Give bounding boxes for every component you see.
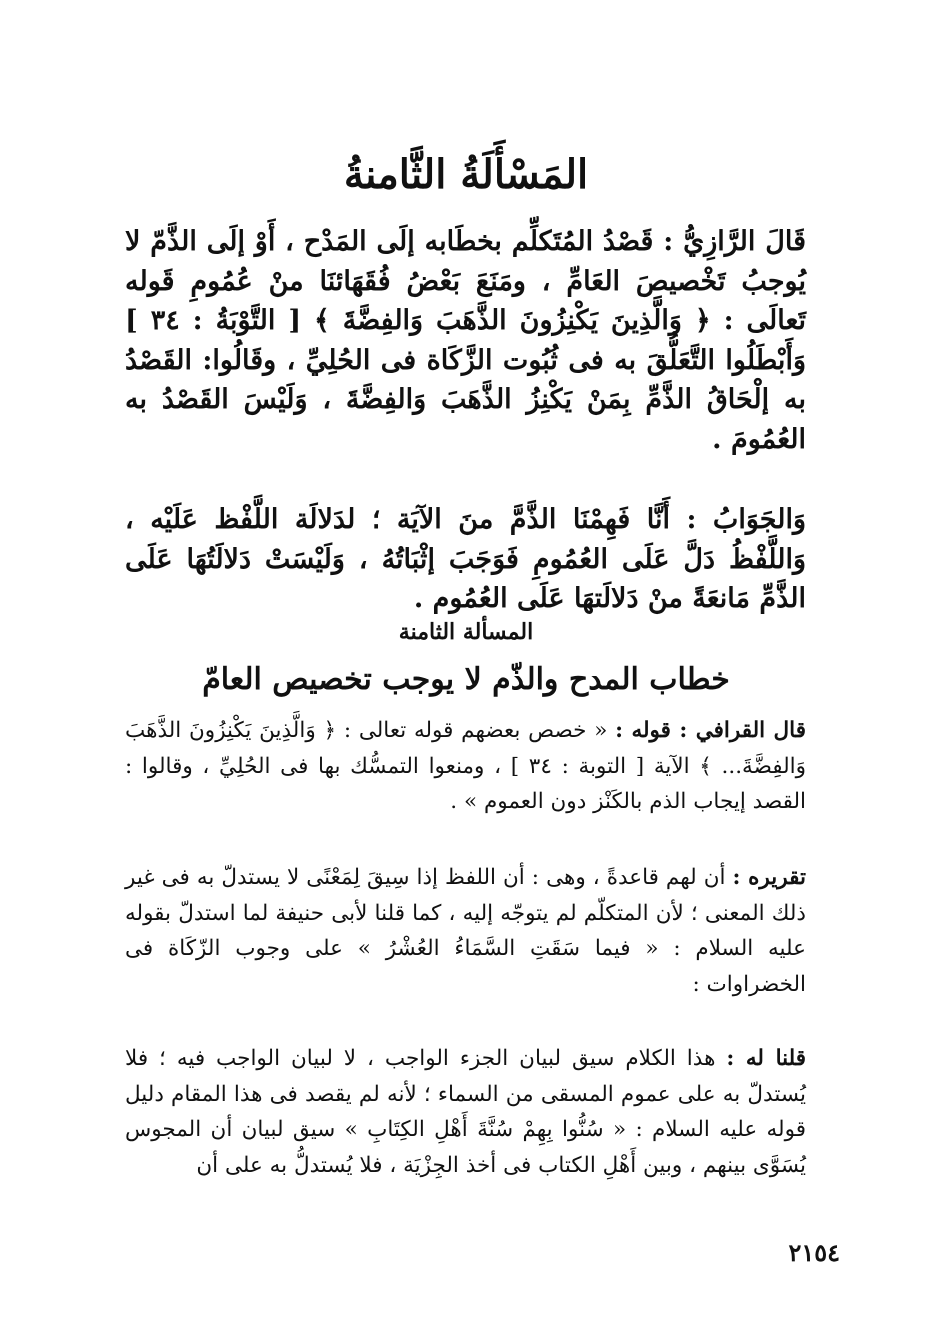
section-subheading: المسألة الثامنة (398, 619, 534, 645)
answer-lead: وَالجَوَابُ : (686, 504, 806, 535)
qarafi-paragraph (125, 713, 806, 820)
answer-body: أَنَّا فَهِمْنَا الذَّمَّ منَ الآيَة ؛ لدَلالَة اللَّفْظ عَلَيْه ، وَاللَّفْظُ دَلَّ عَلَى العُمُومِ فَوَجَبَ إثْبَاتُهُ ، وَلَيْسَتْ دَلالَتُهَا عَلَى الذَّمِّ مَانعَةً منْ دَلالَتهَا عَلَى العُمُوم . (125, 504, 806, 614)
taqrir-lead: تقريره : (732, 865, 806, 890)
taqrir-body: أن لهم قاعدةً ، وهى : أن اللفظ إذا سِيقَ لِمَعْنًى لا يستدلّ به فى غير ذلك المعنى ؛ لأن المتكلّم لم يتوجّه إليه ، كما قلنا لأبى حنيفة لما استدلّ بقوله عليه السلام : « فيما سَقَتِ السَّمَاءُ العُشْرُ » على وجوب الزّكَاة فى الخضراوات : (125, 865, 806, 997)
page-title: المَسْأَلَةُ الثَّامنةُ (343, 151, 589, 198)
razi-paragraph (125, 222, 806, 459)
taqrir-text (125, 860, 806, 1002)
razi-text (125, 222, 806, 459)
taqrir-paragraph (125, 860, 806, 1002)
qulna-body: هذا الكلام سيق لبيان الجزء الواجب ، لا لبيان الواجب فيه ؛ فلا يُستدلّ به على عموم المسقى من السماء ؛ لأنه لم يقصد فى هذا المقام دليل قوله عليه السلام : « سُنُّوا بِهِمْ سُنَّةَ أَهْلِ الكِتَابِ » سيق لبيان أن المجوس يُسَوَّى بينهم ، وبين أَهْلِ الكتاب فى أخذ الجِزْيَة ، فلا يُستدلُّ به على أن (125, 1046, 806, 1178)
qulna-text (125, 1041, 806, 1183)
qulna-lead: قلنا له : (726, 1046, 807, 1071)
section-heading: خطاب المدح والذّم لا يوجب تخصيص العامّ (202, 662, 730, 697)
qarafi-body: « خصص بعضهم قوله تعالى : ﴿ وَالَّذِينَ يَكْنِزُونَ الذَّهَبَ وَالفِضَّةَ... ﴾ الآية [ التوبة : ٣٤ ] ، ومنعوا التمسُّك بها فى الحُلِيِّ ، وقالوا : القصد إيجاب الذم بالكَنْز دون العموم » . (125, 718, 807, 814)
qarafi-lead: قال القرافي : قوله : (615, 718, 806, 743)
answer-paragraph (125, 500, 806, 619)
qulna-paragraph (125, 1041, 806, 1183)
razi-body: قَصْدُ المُتَكلِّم بخطَابه إلَى المَدْح ، أَوْ إلَى الذَّمّ لا يُوجبُ تَخْصيصَ العَامِّ ، ومَنَعَ بَعْضُ فُقَهَائنَا منْ عُمُومِ قَوله تَعالَى : ﴿ وَالَّذِينَ يَكْنِزُونَ الذَّهَبَ وَالفِضَّةَ ﴾ [ التَّوْبَةُ : ٣٤ ] وَأَبْطَلُوا التَّعَلُّقَ به فى ثُبُوت الزَّكَاة فى الحُلِيِّ ، وقَالُوا: القَصْدُ به إلْحَاقُ الذَّمِّ بِمَنْ يَكْنِزُ الذَّهَبَ وَالفِضَّةَ ، وَلَيْسَ القَصْدُ به العُمُومَ . (125, 226, 806, 455)
answer-text (125, 500, 806, 619)
qarafi-text (125, 713, 806, 820)
razi-lead: قَالَ الرَّازِيُّ : (663, 226, 806, 257)
page-number: ٢١٥٤ (788, 1238, 840, 1267)
